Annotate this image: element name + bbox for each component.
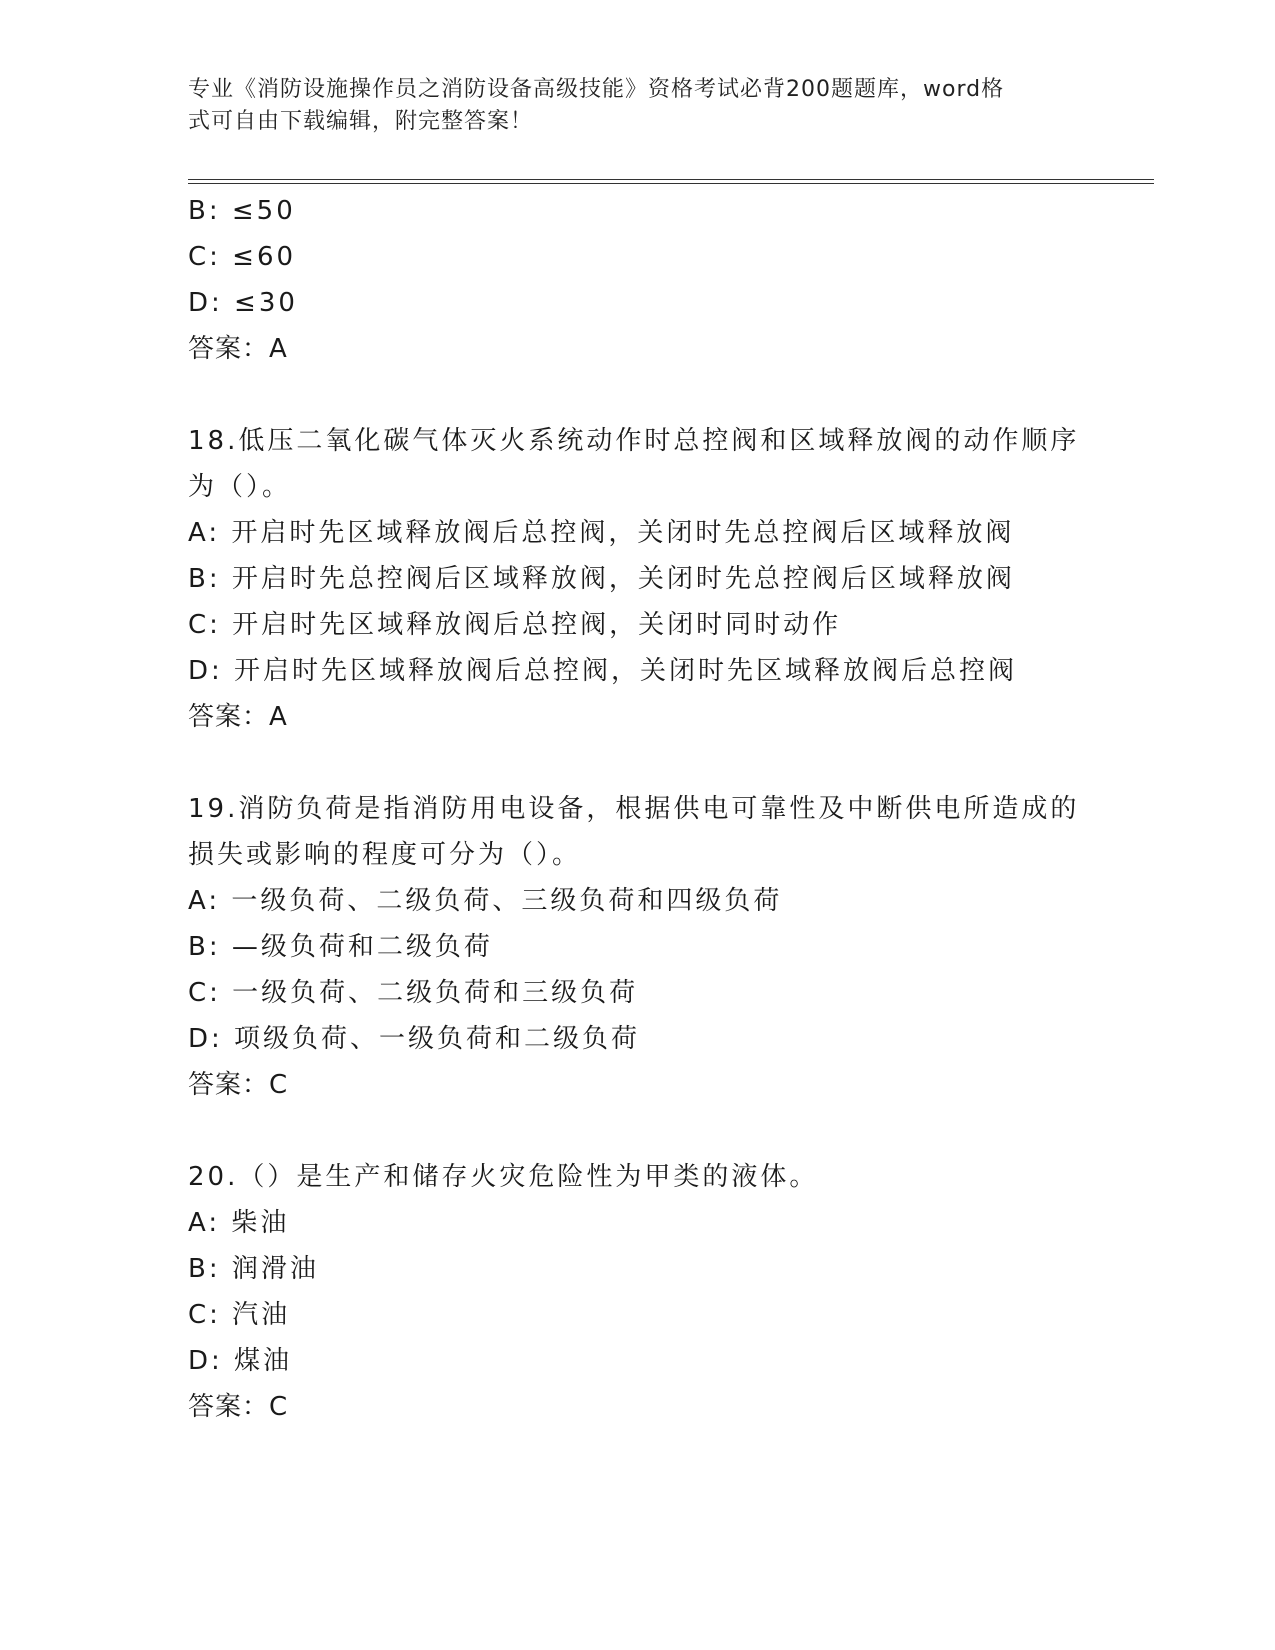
- question-text: 19.消防负荷是指消防用电设备，根据供电可靠性及中断供电所造成的: [188, 794, 1080, 824]
- question-text-cont: 损失或影响的程度可分为（）。: [188, 840, 582, 870]
- option-b: B: —级负荷和二级负荷: [188, 932, 493, 962]
- option-a: A: 柴油: [188, 1208, 290, 1238]
- option-a: A: 开启时先区域释放阀后总控阀，关闭时先总控阀后区域释放阀: [188, 518, 1015, 548]
- answer-line: 答案：A: [188, 334, 288, 364]
- option-c: C: ≤60: [188, 242, 297, 272]
- header-rule-top: [188, 179, 1154, 180]
- option-a: A: 一级负荷、二级负荷、三级负荷和四级负荷: [188, 886, 783, 916]
- spacer: [188, 372, 1088, 418]
- option-b: B: ≤50: [188, 196, 296, 226]
- question-text-cont: 为（）。: [188, 472, 292, 502]
- spacer: [188, 740, 1088, 786]
- option-b: B: 开启时先总控阀后区域释放阀，关闭时先总控阀后区域释放阀: [188, 564, 1015, 594]
- option-d: D: ≤30: [188, 288, 298, 318]
- carryover-question: [188, 188, 1088, 372]
- question-text: 18.低压二氧化碳气体灭火系统动作时总控阀和区域释放阀的动作顺序: [188, 426, 1080, 456]
- spacer: [188, 1108, 1088, 1154]
- header-line-2: 式可自由下载编辑，附完整答案！: [188, 109, 534, 134]
- option-c: C: 汽油: [188, 1300, 291, 1330]
- question-18: [188, 418, 1088, 740]
- option-c: C: 一级负荷、二级负荷和三级负荷: [188, 978, 639, 1008]
- question-19: [188, 786, 1088, 1108]
- header-rule-bottom: [188, 183, 1154, 184]
- option-b: B: 润滑油: [188, 1254, 319, 1284]
- question-20: [188, 1154, 1088, 1430]
- answer-line: 答案：A: [188, 702, 288, 732]
- document-header: [188, 74, 1068, 138]
- answer-line: 答案：C: [188, 1070, 289, 1100]
- question-text: 20.（）是生产和储存火灾危险性为甲类的液体。: [188, 1162, 819, 1192]
- option-d: D: 项级负荷、一级负荷和二级负荷: [188, 1024, 641, 1054]
- option-c: C: 开启时先区域释放阀后总控阀，关闭时同时动作: [188, 610, 842, 640]
- option-d: D: 煤油: [188, 1346, 293, 1376]
- header-line-1: 专业《消防设施操作员之消防设备高级技能》资格考试必背200题题库，word格: [188, 77, 1005, 102]
- question-list: [188, 188, 1088, 1430]
- answer-line: 答案：C: [188, 1392, 289, 1422]
- option-d: D: 开启时先区域释放阀后总控阀，关闭时先区域释放阀后总控阀: [188, 656, 1018, 686]
